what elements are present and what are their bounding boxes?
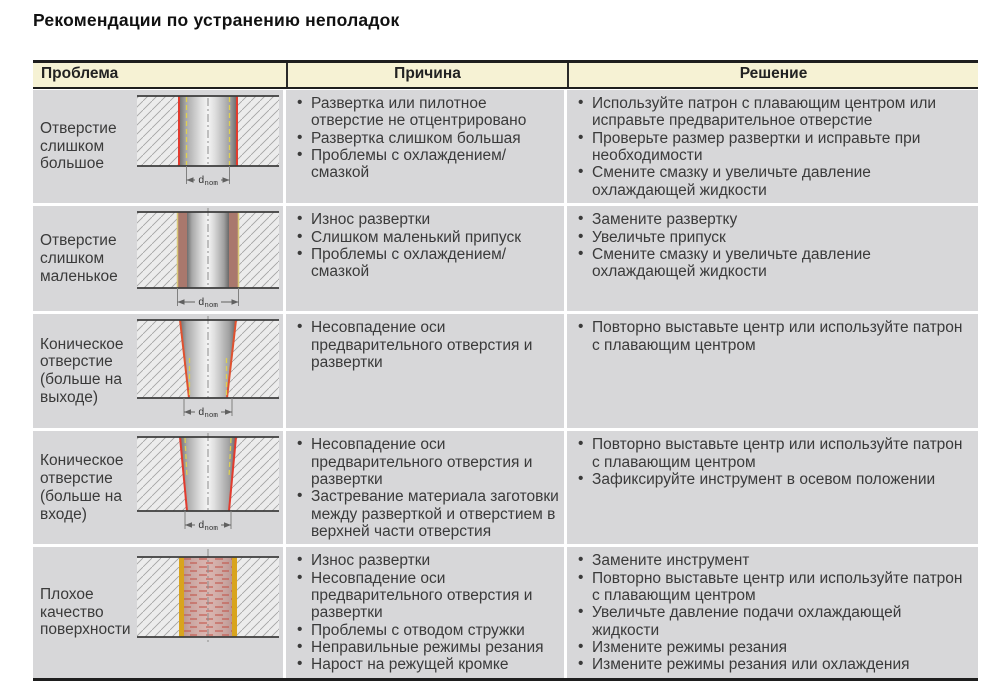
column-header-problem: Проблема [41, 65, 119, 82]
cause-item: • Развертка слишком большая [296, 130, 560, 147]
troubleshooting-table [33, 60, 978, 681]
solution-item: • Повторно выставьте центр или используйте патрон с плавающим центром [577, 436, 964, 471]
cause-list [286, 206, 564, 284]
solution-cell [567, 547, 978, 678]
dimension-dnom [185, 511, 231, 533]
cause-item: • Износ развертки [296, 211, 560, 228]
problem-label: Коническое отверстие (больше на входе) [40, 452, 124, 523]
table-row [33, 431, 978, 544]
cause-item: • Неправильные режимы резания [296, 639, 560, 656]
problem-cell [33, 206, 283, 311]
solution-item: • Используйте патрон с плавающим центром или исправьте предварительное отверстие [577, 95, 964, 130]
table-row [33, 547, 978, 678]
table-row [33, 314, 978, 428]
problem-cell [33, 314, 283, 428]
problem-cell [33, 547, 283, 678]
cause-cell [286, 314, 564, 428]
table-row [33, 206, 978, 311]
solution-item: • Смените смазку и увеличьте давление охлаждающей жидкости [577, 246, 964, 281]
cause-cell [286, 90, 564, 203]
solution-cell [567, 206, 978, 311]
solution-item: • Повторно выставьте центр или используйте патрон с плавающим центром [577, 570, 964, 605]
solution-cell [567, 314, 978, 428]
cause-list [286, 547, 564, 678]
solution-cell [567, 431, 978, 544]
solution-list [567, 206, 978, 284]
cause-item: • Проблемы с охлаждением/смазкой [296, 147, 560, 182]
cause-item: • Развертка или пилотное отверстие не отцентрировано [296, 95, 560, 130]
problem-cell [33, 431, 283, 544]
cause-item: • Нарост на режущей кромке [296, 656, 560, 673]
cause-item: • Несовпадение оси предварительного отверстия и развертки [296, 570, 560, 622]
diagram-taper-wider-at-entry [134, 431, 283, 544]
solution-item: • Измените режимы резания [577, 639, 964, 656]
cause-list [286, 90, 564, 186]
cause-list [286, 314, 564, 375]
cause-item: • Слишком маленький припуск [296, 229, 560, 246]
column-header-solution: Решение [567, 63, 978, 87]
dimension-dnom [184, 398, 232, 420]
solution-item: • Замените развертку [577, 211, 964, 228]
svg-text:dnom: dnom [198, 297, 218, 311]
cause-list [286, 431, 564, 544]
cause-cell [286, 547, 564, 678]
cause-item: • Несовпадение оси предварительного отверстия и развертки [296, 436, 560, 488]
diagram-taper-wider-at-exit [134, 314, 283, 428]
table-body [33, 89, 978, 678]
solution-cell [567, 90, 978, 203]
solution-item: • Измените режимы резания или охлаждения [577, 656, 964, 673]
cause-item: • Проблемы с отводом стружки [296, 622, 560, 639]
cause-item: • Застревание материала заготовки между разверткой и отверстием в верхней части отверстия [296, 488, 560, 540]
dimension-dnom [178, 288, 239, 310]
problem-label: Отверстие слишком маленькое [40, 231, 118, 285]
table-header-row [33, 60, 978, 89]
cause-item: • Проблемы с охлаждением/смазкой [296, 246, 560, 281]
cause-cell [286, 431, 564, 544]
svg-text:dnom: dnom [198, 175, 218, 189]
diagram-poor-surface-finish [134, 547, 283, 678]
problem-cell [33, 90, 283, 203]
problem-label: Коническое отверстие (больше на выходе) [40, 335, 124, 406]
solution-item: • Проверьте размер развертки и исправьте при необходимости [577, 130, 964, 165]
solution-list [567, 90, 978, 203]
page-title: Рекомендации по устранению неполадок [33, 10, 400, 30]
solution-item: • Зафиксируйте инструмент в осевом положении [577, 471, 964, 488]
svg-text:dnom: dnom [198, 520, 218, 534]
svg-text:dnom: dnom [198, 407, 218, 421]
cause-item: • Износ развертки [296, 552, 560, 569]
cause-cell [286, 206, 564, 311]
solution-list [567, 547, 978, 678]
solution-item: • Смените смазку и увеличьте давление охлаждающей жидкости [577, 164, 964, 199]
cause-item: • Несовпадение оси предварительного отверстия и развертки [296, 319, 560, 371]
solution-list [567, 314, 978, 358]
diagram-hole-too-large [134, 90, 283, 203]
problem-label: Отверстие слишком большое [40, 119, 117, 173]
solution-item: • Замените инструмент [577, 552, 964, 569]
solution-item: • Увеличьте припуск [577, 229, 964, 246]
solution-list [567, 431, 978, 492]
column-header-cause: Причина [286, 63, 567, 87]
problem-label: Плохое качество поверхности [40, 585, 131, 639]
solution-item: • Увеличьте давление подачи охлаждающей жидкости [577, 604, 964, 639]
table-row [33, 90, 978, 203]
dimension-dnom [187, 166, 230, 188]
solution-item: • Повторно выставьте центр или используйте патрон с плавающим центром [577, 319, 964, 354]
diagram-hole-too-small [134, 206, 283, 311]
